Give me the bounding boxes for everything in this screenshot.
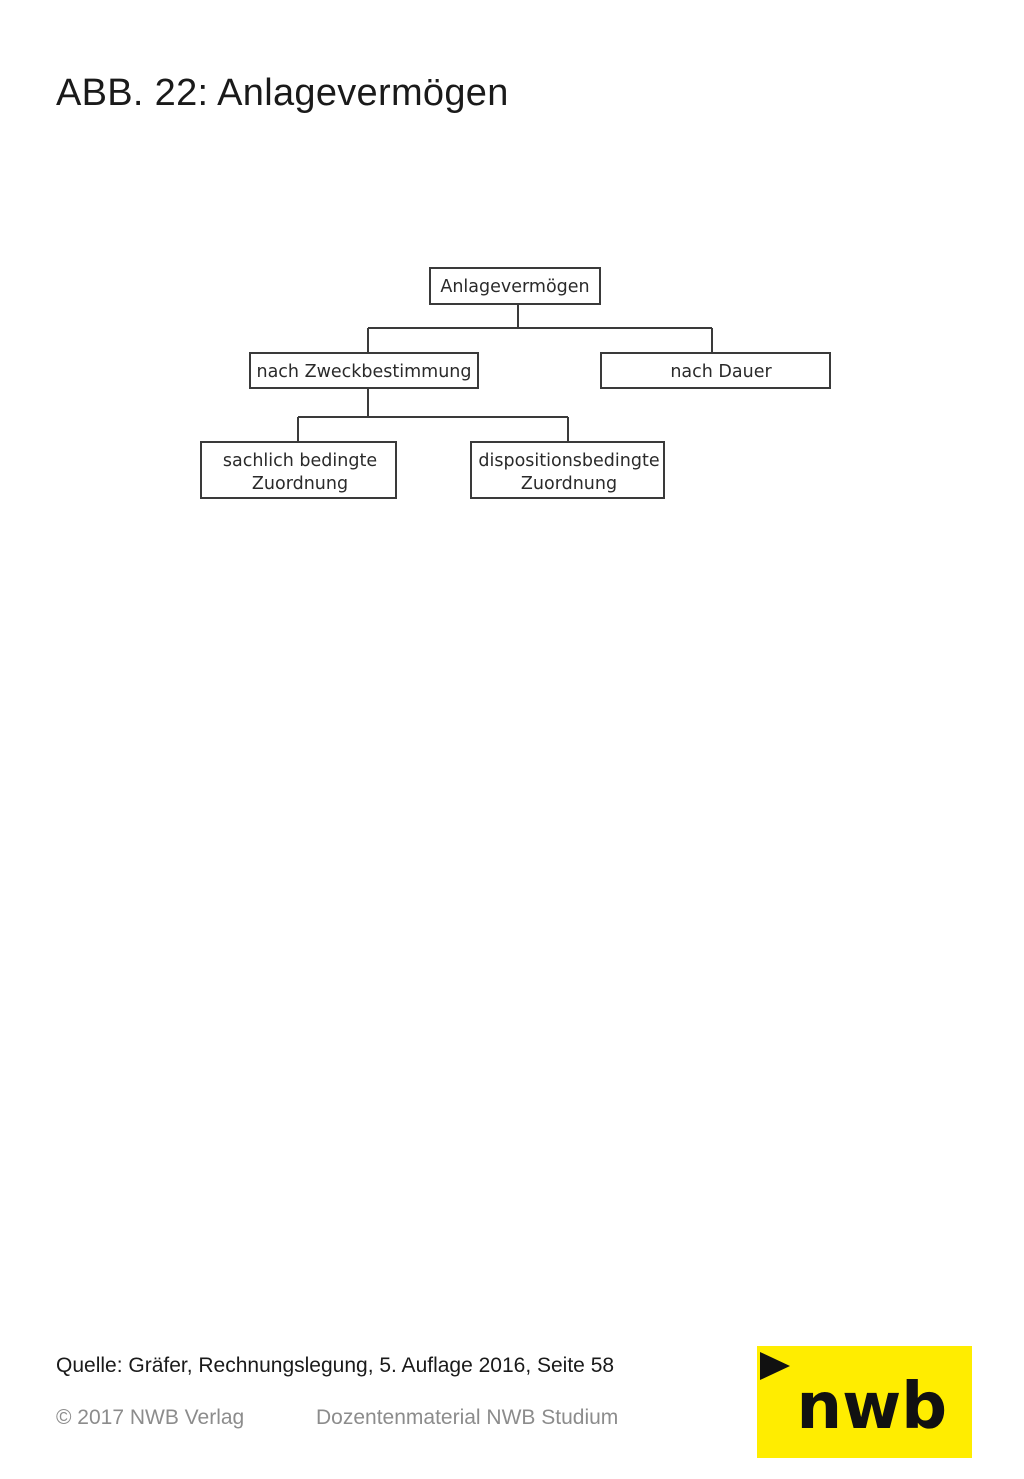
node-dispo-line-1: dispositionsbedingte	[478, 451, 660, 471]
page-title: ABB. 22: Anlagevermögen	[56, 72, 509, 114]
footer-copyright: © 2017 NWB Verlag	[56, 1406, 245, 1429]
node-dispo-line-2: Zuordnung	[520, 474, 618, 494]
footer-material: Dozentenmaterial NWB Studium	[316, 1406, 619, 1429]
hierarchy-diagram	[0, 0, 1024, 560]
source-note: Quelle: Gräfer, Rechnungslegung, 5. Auflage 2016, Seite 58	[56, 1354, 615, 1377]
nwb-logo	[757, 1346, 972, 1458]
node-sachlich-line-2: Zuordnung	[251, 474, 349, 494]
node-nach-zweckbestimmung-label: nach Zweckbestimmung	[256, 362, 472, 382]
node-dispositionsbedingte-zuordnung	[471, 442, 664, 498]
node-nach-zweckbestimmung	[250, 353, 478, 388]
logo-text: nwb	[796, 1370, 947, 1444]
node-sachlich-bedingte-zuordnung	[201, 442, 396, 498]
node-nach-dauer-label: nach Dauer	[670, 362, 772, 382]
node-sachlich-line-1: sachlich bedingte	[222, 451, 378, 471]
node-nach-dauer	[601, 353, 830, 388]
node-root-label: Anlagevermögen	[440, 277, 590, 297]
node-root	[430, 268, 600, 304]
